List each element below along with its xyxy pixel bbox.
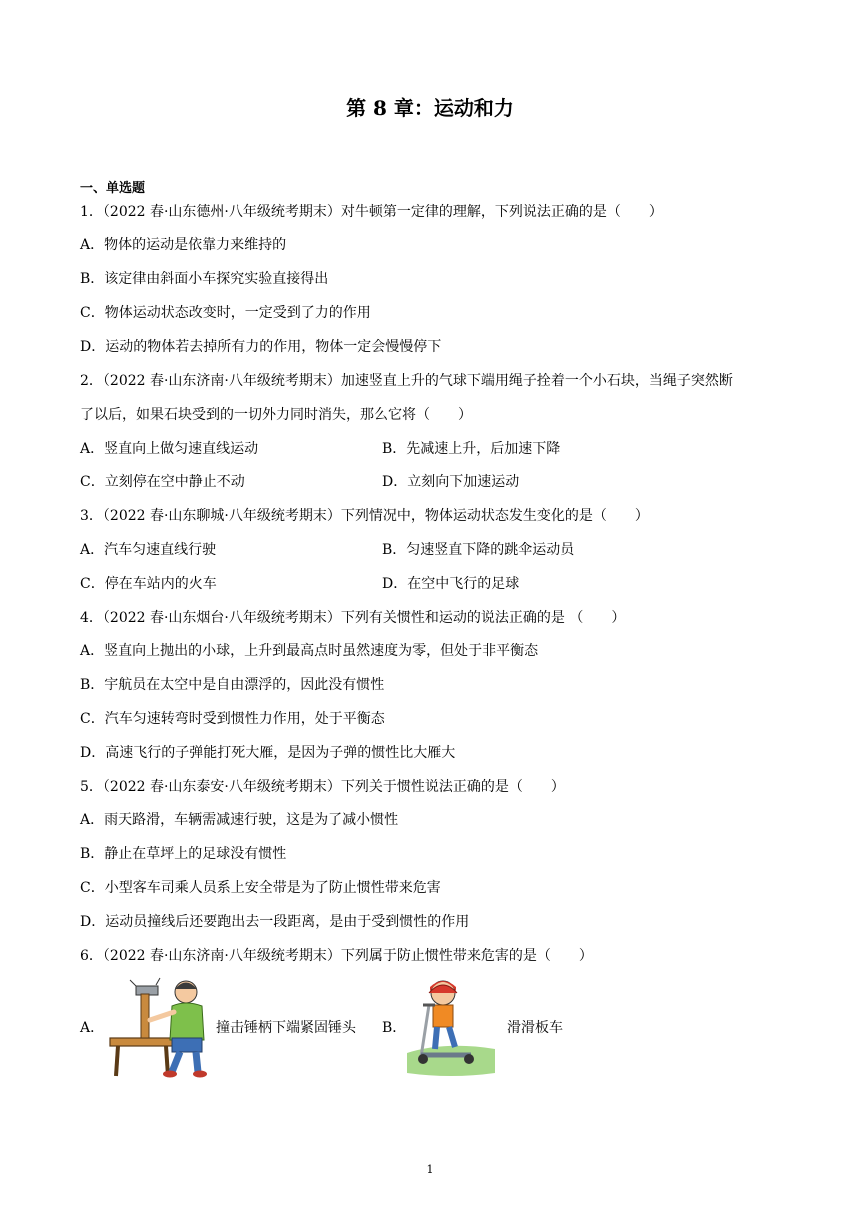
- question-6-option-b-letter: B．: [382, 1020, 407, 1036]
- question-4-option-d: D．高速飞行的子弹能打死大雁，是因为子弹的惯性比大雁大: [80, 745, 456, 761]
- question-5-option-d: D．运动员撞线后还要跑出去一段距离，是由于受到惯性的作用: [80, 914, 470, 930]
- section-heading: 一、单选题: [80, 181, 146, 196]
- question-4-option-b: B．宇航员在太空中是自由漂浮的，因此没有惯性: [80, 677, 385, 693]
- question-6-stem: 6．（2022 春·山东济南·八年级统考期末）下列属于防止惯性带来危害的是（ ）: [80, 948, 593, 964]
- question-1-stem: 1．（2022 春·山东德州·八年级统考期末）对牛顿第一定律的理解，下列说法正确的是（ ）: [80, 204, 663, 220]
- question-2-stem-line-2: 了以后，如果石块受到的一切外力同时消失，那么它将（ ）: [80, 407, 472, 423]
- question-5-option-b: B．静止在草坪上的足球没有惯性: [80, 846, 287, 862]
- page-title: 第 8 章：运动和力: [346, 96, 514, 120]
- question-6-option-a-text: 撞击锤柄下端紧固锤头: [216, 1020, 356, 1036]
- question-5-option-a: A．雨天路滑，车辆需减速行驶，这是为了减小惯性: [80, 812, 399, 828]
- question-3-option-c: C．停在车站内的火车: [80, 576, 217, 592]
- question-2-option-c: C．立刻停在空中静止不动: [80, 474, 245, 490]
- question-4-option-c: C．汽车匀速转弯时受到惯性力作用，处于平衡态: [80, 711, 385, 727]
- question-3-option-a: A．汽车匀速直线行驶: [80, 542, 217, 558]
- scooter-illustration: [405, 975, 497, 1079]
- question-1-option-d: D．运动的物体若去掉所有力的作用，物体一定会慢慢停下: [80, 339, 442, 355]
- question-3-option-b: B．匀速竖直下降的跳伞运动员: [382, 542, 575, 558]
- question-1-option-a: A．物体的运动是依靠力来维持的: [80, 237, 287, 253]
- question-2-stem-line-1: 2．（2022 春·山东济南·八年级统考期末）加速竖直上升的气球下端用绳子拴着一个小石块，当绳子突然断: [80, 373, 733, 389]
- question-1-option-b: B．该定律由斜面小车探究实验直接得出: [80, 271, 329, 287]
- question-2-option-d: D．立刻向下加速运动: [382, 474, 520, 490]
- page-number: 1: [426, 1163, 434, 1176]
- question-1-option-c: C．物体运动状态改变时，一定受到了力的作用: [80, 305, 371, 321]
- question-6-option-b-text: 滑滑板车: [507, 1020, 563, 1036]
- question-4-option-a: A．竖直向上抛出的小球，上升到最高点时虽然速度为零，但处于非平衡态: [80, 643, 539, 659]
- question-5-option-c: C．小型客车司乘人员系上安全带是为了防止惯性带来危害: [80, 880, 441, 896]
- question-2-option-a: A．竖直向上做匀速直线运动: [80, 441, 259, 457]
- hammer-illustration: [108, 972, 216, 1080]
- question-4-stem: 4．（2022 春·山东烟台·八年级统考期末）下列有关惯性和运动的说法正确的是 （ ）: [80, 610, 626, 626]
- question-3-stem: 3．（2022 春·山东聊城·八年级统考期末）下列情况中，物体运动状态发生变化的是（ ）: [80, 508, 649, 524]
- question-5-stem: 5．（2022 春·山东泰安·八年级统考期末）下列关于惯性说法正确的是（ ）: [80, 779, 565, 795]
- question-3-option-d: D．在空中飞行的足球: [382, 576, 520, 592]
- question-2-option-b: B．先减速上升，后加速下降: [382, 441, 561, 457]
- question-6-option-a-letter: A．: [80, 1020, 105, 1036]
